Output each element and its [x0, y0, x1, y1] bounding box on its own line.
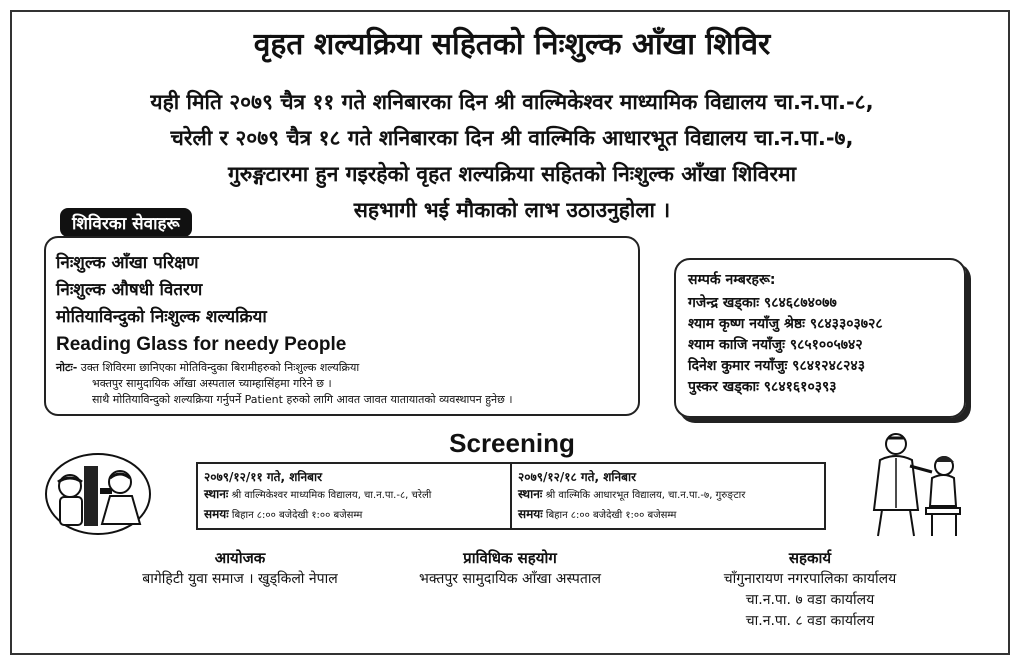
note-line: साथै मोतियाविन्दुको शल्यक्रिया गर्नुपर्ने Patient हरुको लागि आवत जावत यातायातको व्यवस्थापन हुनेछ । — [92, 393, 513, 406]
organizer-block — [140, 548, 340, 590]
time-label: समयः — [204, 507, 229, 521]
partner-block — [690, 548, 930, 632]
place-label: स्थानः — [204, 487, 229, 501]
time-label: समयः — [518, 507, 543, 521]
service-item: निःशुल्क आँखा परिक्षण — [56, 253, 199, 273]
partner-name: चा.न.पा. ७ वडा कार्यालय — [745, 592, 875, 608]
intro-line: चरेली र २०७९ चैत्र १८ गते शनिबारका दिन श्री वाल्मिकि आधारभूत विद्यालय चा.न.पा.-७, — [170, 126, 854, 150]
technical-support-block — [390, 548, 630, 590]
intro-line: यही मिति २०७९ चैत्र ११ गते शनिबारका दिन श्री वाल्मिकेश्वर माध्यामिक विद्यालय चा.न.पा.-८, — [150, 90, 874, 114]
services-box — [44, 236, 640, 416]
place-label: स्थानः — [518, 487, 543, 501]
note-label: नोटः- — [56, 361, 78, 374]
organizer-heading: आयोजक — [214, 549, 266, 567]
partner-name: चा.न.पा. ८ वडा कार्यालय — [745, 613, 875, 629]
screening-schedule-table — [196, 462, 826, 530]
poster-title: वृहत शल्यक्रिया सहितको निःशुल्क आँखा शिविर — [253, 27, 771, 62]
partner-heading: सहकार्य — [788, 549, 832, 567]
service-item: मोतियाविन्दुको निःशुल्क शल्यक्रिया — [56, 307, 267, 327]
intro-line: सहभागी भई मौकाको लाभ उठाउनुहोला । — [353, 198, 671, 222]
note-line: भक्तपुर सामुदायिक आँखा अस्पताल च्याम्हासिंहमा गरिने छ । — [92, 377, 332, 390]
contact-row: दिनेश कुमार नयाँजुः ९८४१२४८२४३ — [688, 358, 865, 374]
session-time: बिहान ८:०० बजेदेखी १:०० बजेसम्म — [545, 510, 677, 521]
services-heading: शिविरका सेवाहरू — [60, 208, 192, 237]
note-line: उक्त शिविरमा छानिएका मोतिविन्दुका बिरामीहरुको निःशुल्क शल्यक्रिया — [80, 361, 360, 374]
contacts-box — [674, 258, 966, 418]
session-time: बिहान ८:०० बजेदेखी १:०० बजेसम्म — [231, 510, 363, 521]
schedule-session — [198, 464, 510, 528]
contact-row: श्याम कृष्ण नयाँजु श्रेष्ठः ९८४३३०३७२८ — [688, 316, 883, 332]
organizer-name: बागेहिटी युवा समाज । खुड्किलो नेपाल — [142, 571, 338, 587]
screening-heading: Screening — [449, 428, 575, 458]
schedule-session — [510, 464, 824, 528]
eye-test-icon — [44, 452, 156, 536]
session-date: २०७९/१२/११ गते, शनिबार — [204, 470, 322, 484]
technical-support-heading: प्राविधिक सहयोग — [463, 549, 557, 567]
contacts-heading: सम्पर्क नम्बरहरू: — [688, 272, 776, 288]
session-date: २०७९/१२/१८ गते, शनिबार — [518, 470, 636, 484]
doctor-patient-icon — [862, 428, 968, 540]
contact-row: श्याम काजि नयाँजुः ९८५१००५७४२ — [688, 337, 863, 353]
session-place: श्री वाल्मिकेश्वर माध्यमिक विद्यालय, चा.न.पा.-८, चरेली — [231, 490, 432, 501]
partner-name: चाँगुनारायण नगरपालिका कार्यालय — [723, 571, 897, 587]
intro-paragraph — [20, 84, 1004, 228]
session-place: श्री वाल्मिकि आधारभूत विद्यालय, चा.न.पा.-७, गुरुङ्टार — [545, 490, 746, 501]
service-item: निःशुल्क औषधी वितरण — [56, 280, 203, 300]
note — [56, 360, 628, 408]
intro-line: गुरुङ्गटारमा हुन गइरहेको वृहत शल्यक्रिया सहितको निःशुल्क आँखा शिविरमा — [227, 162, 797, 186]
contact-row: पुस्कर खड्काः ९८४१६१०३९३ — [688, 379, 837, 395]
technical-support-name: भक्तपुर सामुदायिक आँखा अस्पताल — [419, 571, 601, 587]
service-item-english: Reading Glass for needy People — [56, 334, 347, 355]
contact-row: गजेन्द्र खड्काः ९८४६८७४०७७ — [688, 295, 837, 311]
